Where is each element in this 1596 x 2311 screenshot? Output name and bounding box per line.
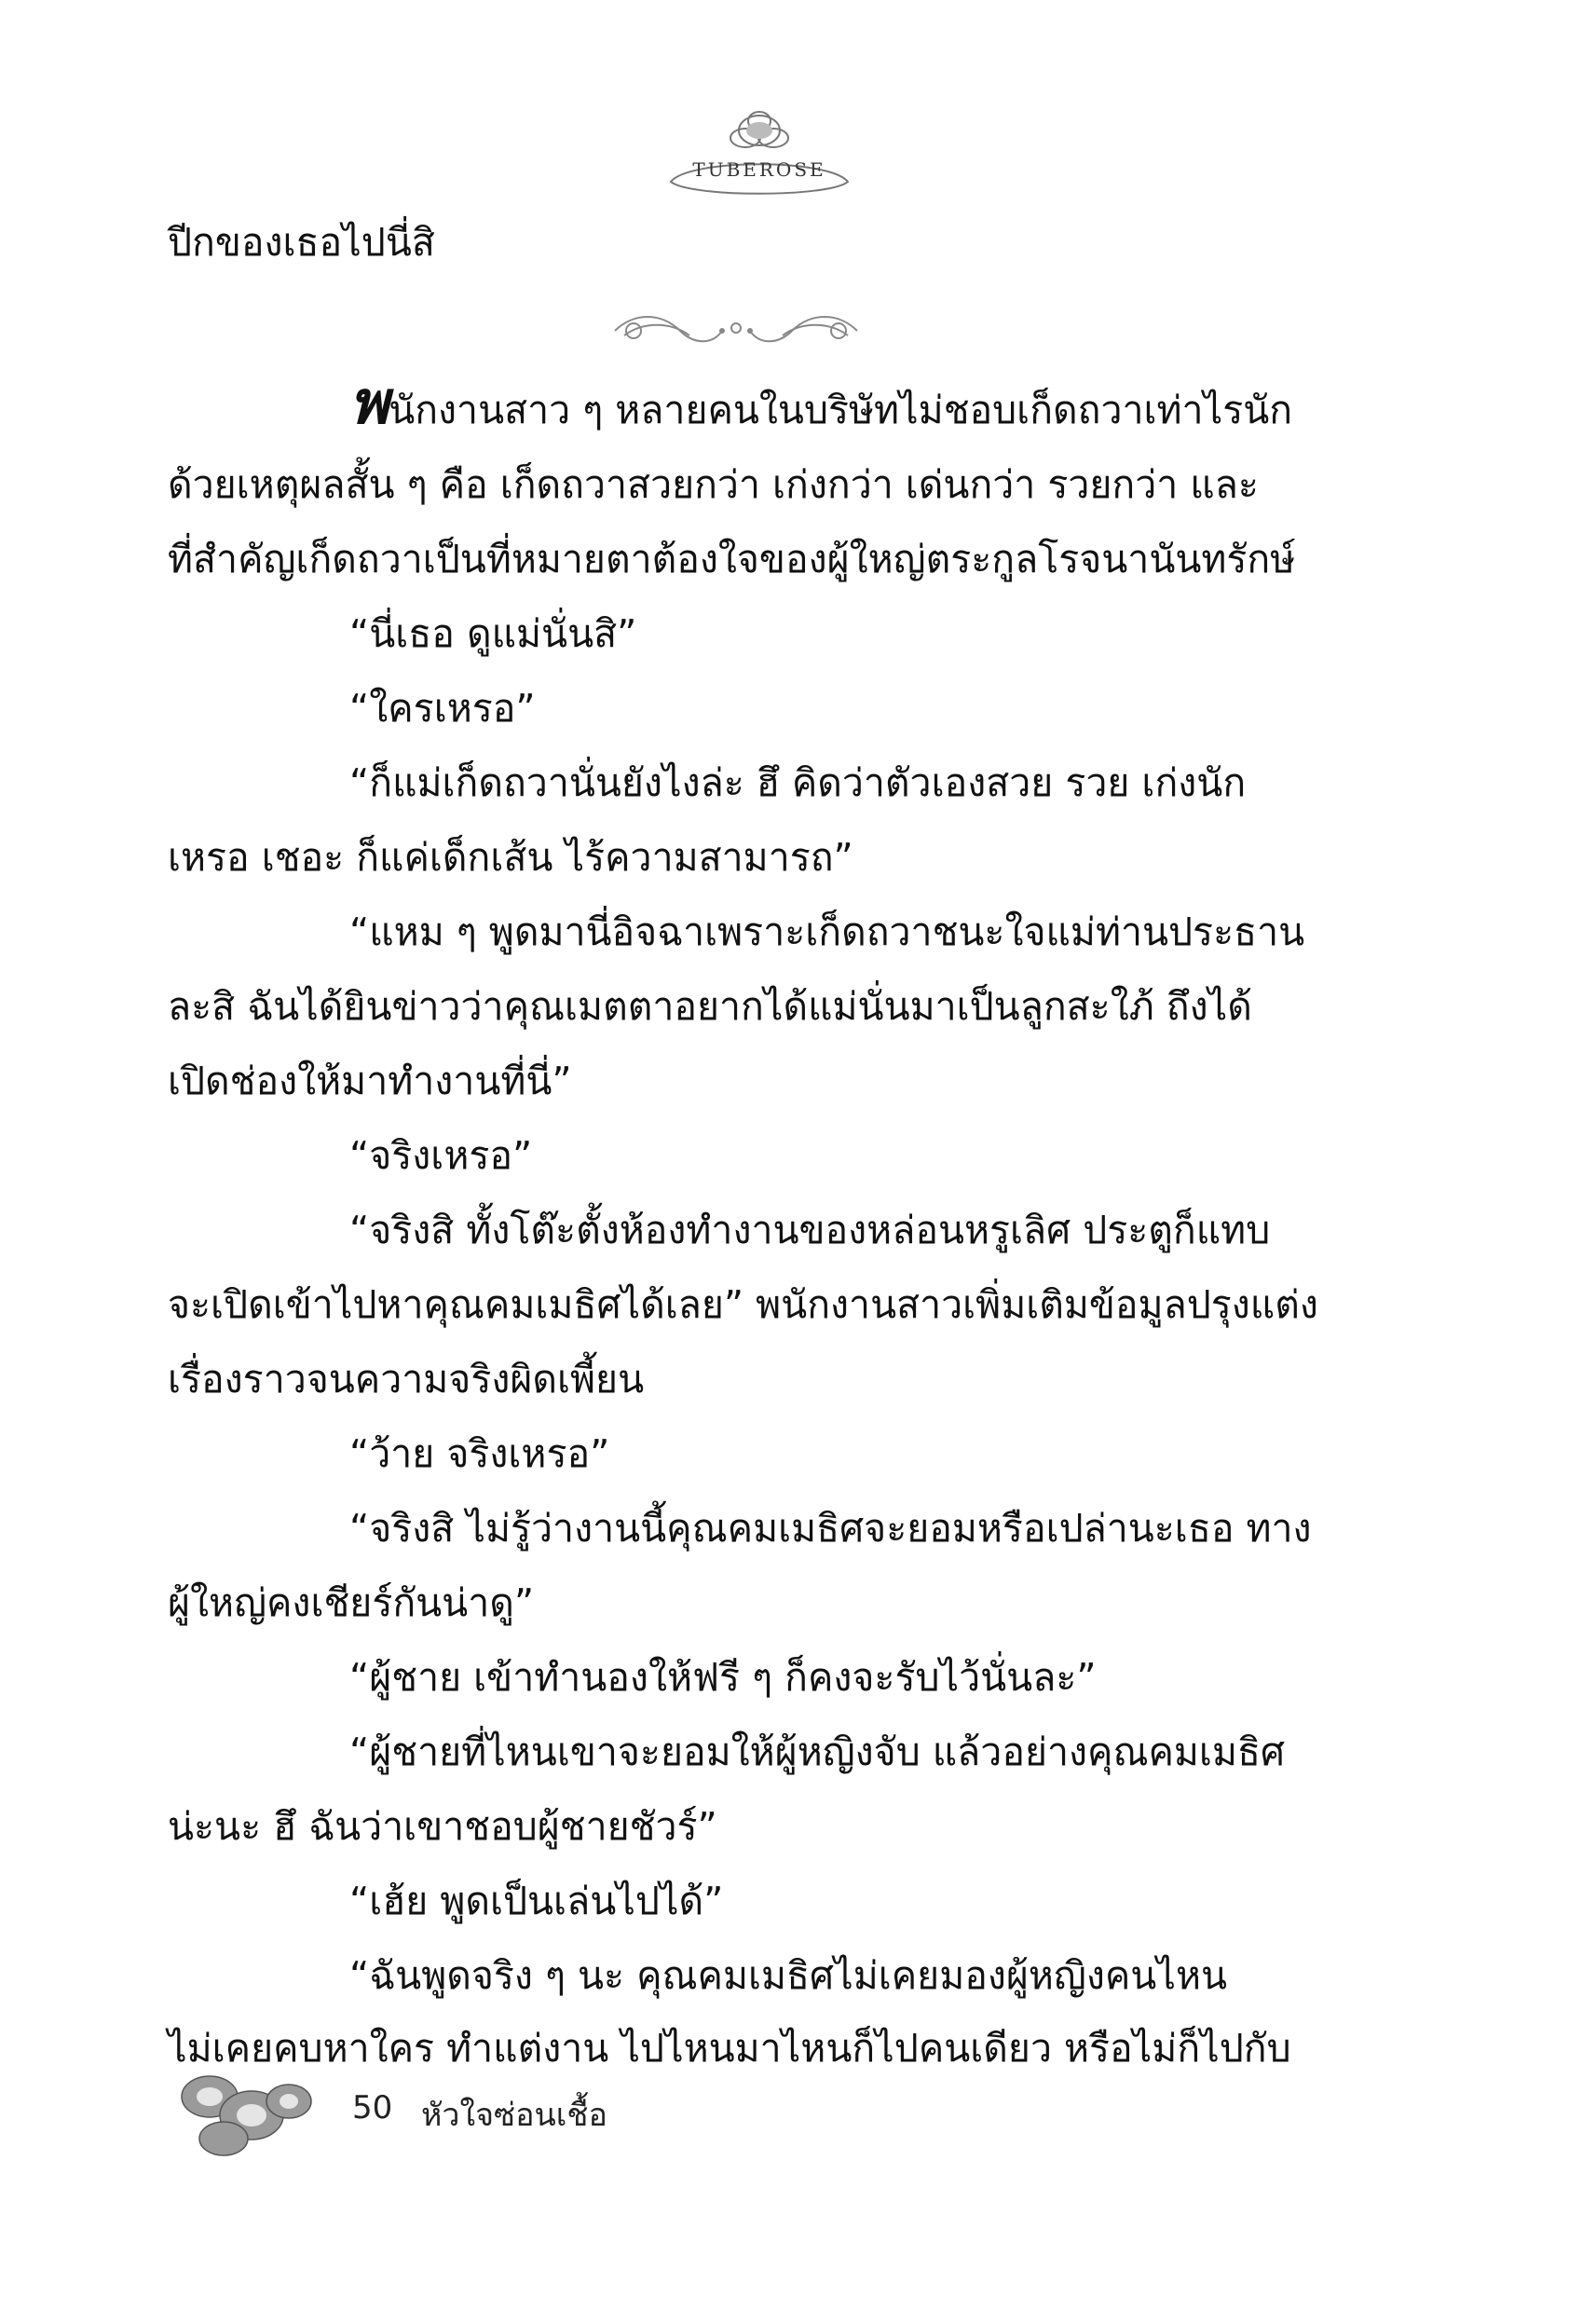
dialogue-line: “ผู้ชายที่ไหนเขาจะยอมให้ผู้หญิงจับ แล้วอย่างคุณคมเมธิศ (349, 1730, 1286, 1774)
dialogue-line: เหรอ เชอะ ก็แค่เด็กเส้น ไร้ความสามารถ” (168, 835, 853, 880)
dialogue-line: ไม่เคยคบหาใคร ทำแต่งาน ไปไหนมาไหนก็ไปคนเดียว หรือไม่ก็ไปกับ (168, 2026, 1291, 2071)
book-title: หัวใจซ่อนเชื้อ (421, 2097, 607, 2134)
dialogue-line: “จริงสิ ไม่รู้ว่างานนี้คุณคมเมธิศจะยอมหรือเปล่านะเธอ ทาง (349, 1506, 1312, 1551)
drop-cap: พ (349, 368, 389, 438)
dialogue-line: “ใครเหรอ” (349, 686, 536, 731)
dialogue-line: ละสิ ฉันได้ยินข่าวว่าคุณเมตตาอยากได้แม่นั่นมาเป็นลูกสะใภ้ ถึงได้ (168, 984, 1252, 1029)
dialogue-line: “จริงเหรอ” (349, 1133, 533, 1178)
dialogue-line: “ว้าย จริงเหรอ” (349, 1431, 610, 1476)
dialogue-line: “นี่เธอ ดูแม่นั่นสิ” (349, 611, 637, 656)
paragraph-line-1: พนักงานสาว ๆ หลายคนในบริษัทไม่ชอบเก็ดถวาเท่าไรนัก (349, 368, 1293, 438)
dialogue-line: เรื่องราวจนความจริงผิดเพี้ยน (168, 1357, 645, 1402)
tuberose-logo (652, 93, 866, 205)
dialogue-line: ผู้ใหญ่คงเชียร์กันน่าดู” (168, 1580, 535, 1625)
dialogue-line: “ผู้ชาย เข้าทำนองให้ฟรี ๆ ก็คงจะรับไว้นั่นละ” (349, 1655, 1097, 1700)
ornament-divider (606, 308, 866, 354)
dialogue-line: “จริงสิ ทั้งโต๊ะตั้งห้องทำงานของหล่อนหรูเลิศ ประตูก็แทบ (349, 1208, 1271, 1252)
dialogue-line: “ฉันพูดจริง ๆ นะ คุณคมเมธิศไม่เคยมองผู้หญิงคนไหน (349, 1953, 1227, 1998)
dialogue-line: “ก็แม่เก็ดถวานั่นยังไงล่ะ ฮึ คิดว่าตัวเองสวย รวย เก่งนัก (349, 760, 1247, 805)
paragraph-line-3: ที่สำคัญเก็ดถวาเป็นที่หมายตาต้องใจของผู้ใหญ่ตระกูลโรจนานันทรักษ์ (168, 537, 1296, 581)
dialogue-line: จะเปิดเข้าไปหาคุณคมเมธิศได้เลย” พนักงานสาวเพิ่มเติมข้อมูลปรุงแต่ง (168, 1282, 1318, 1327)
dialogue-line: “เฮ้ย พูดเป็นเล่นไปได้” (349, 1879, 724, 1923)
logo-text: TUBEROSE (692, 158, 826, 181)
paragraph-line-2: ด้วยเหตุผลสั้น ๆ คือ เก็ดถวาสวยกว่า เก่งกว่า เด่นกว่า รวยกว่า และ (168, 462, 1259, 507)
dialogue-line: น่ะนะ ฮึ ฉันว่าเขาชอบผู้ชายชัวร์” (168, 1804, 717, 1849)
dialogue-line: เปิดช่องให้มาทำงานที่นี่” (168, 1059, 572, 1103)
dialogue-line: “แหม ๆ พูดมานี่อิจฉาเพราะเก็ดถวาชนะใจแม่ท่านประธาน (349, 909, 1305, 954)
page-number: 50 (352, 2089, 393, 2126)
section-end-line: ปีกของเธอไปนี่สิ (168, 220, 435, 265)
